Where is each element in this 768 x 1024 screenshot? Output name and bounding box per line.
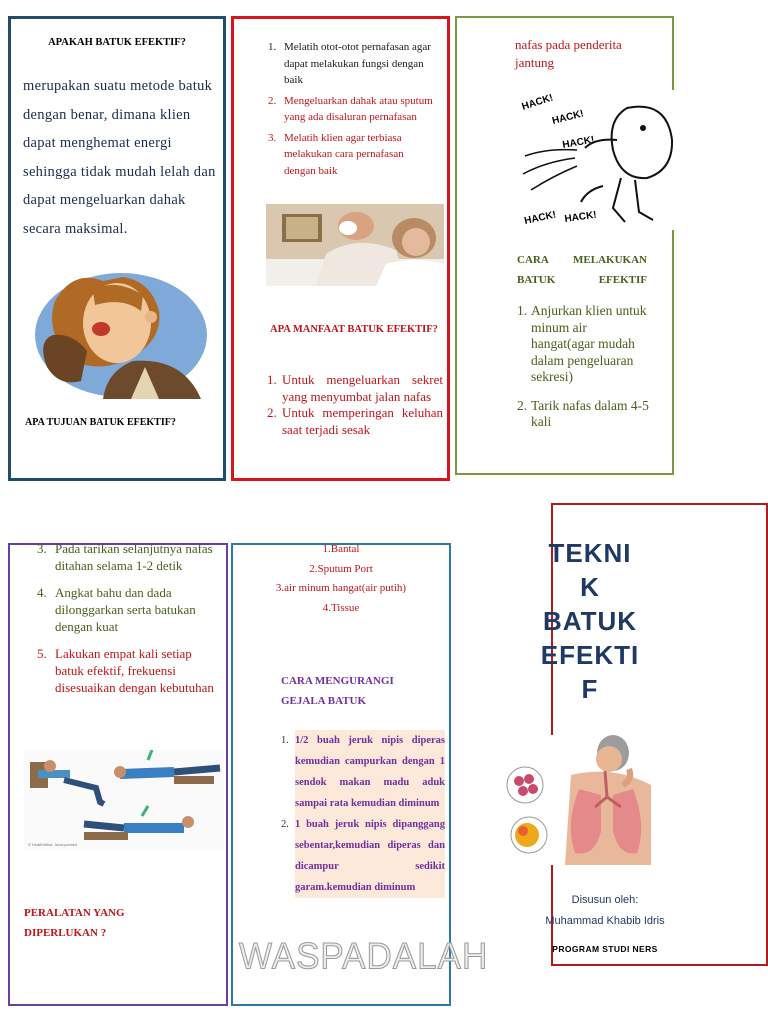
list-item: 5. Lakukan empat kali setiap batuk efektif, frekuensi disesuaikan dengan kebutuhan: [37, 646, 214, 695]
definition-text: merupakan suatu metode batuk dengan benar, dimana klien dapat menghemat energi sehingga tidak mudah lelah dan dapat mengeluarkan dahak secara maksimal.: [23, 78, 216, 237]
steps-continued-list: [37, 540, 217, 696]
panel-steps-continued: [8, 543, 228, 1006]
list-item: 2. Untuk memperingan keluhan saat terjadi sesak: [267, 405, 443, 437]
list-item: 2. Tarik nafas dalam 4-5 kali: [517, 397, 649, 429]
panel-purpose-and-benefit: [231, 16, 450, 481]
cover-title: [520, 536, 660, 706]
hack-word: HACK!: [561, 134, 596, 151]
program-name: PROGRAM STUDI NERS: [552, 944, 658, 954]
hack-word: HACK!: [563, 209, 598, 225]
cover-title-line: F: [581, 674, 599, 704]
list-item: 4.Tissue: [322, 601, 360, 614]
hack-word: HACK!: [523, 209, 558, 227]
list-item: 4. Angkat bahu dan dada dilonggarkan serta batukan dengan kuat: [37, 585, 196, 634]
list-item: 2. Mengeluarkan dahak atau sputum yang ada disaluran pernafasan: [268, 94, 433, 123]
cover-title-line: BATUK: [542, 606, 638, 636]
hack-word: HACK!: [520, 92, 555, 113]
peralatan-heading-text: PERALATAN YANG DIPERLUKAN ?: [24, 907, 125, 939]
purpose-list: [268, 39, 434, 179]
list-item: 3.air minum hangat(air putih): [275, 582, 407, 594]
heading-peralatan: [24, 903, 144, 943]
cover-title-line: EFEKTI: [540, 640, 640, 670]
panel-equipment-and-remedies: [231, 543, 489, 1006]
heading-apa-manfaat: APA MANFAAT BATUK EFEKTIF?: [270, 324, 438, 335]
heading-apakah: APAKAH BATUK EFEKTIF?: [48, 37, 186, 48]
panel-how-to: [455, 16, 674, 475]
author-label: Disusun oleh:: [571, 894, 639, 906]
cover-title-line: K: [580, 572, 600, 602]
steps-list: [517, 303, 652, 431]
cough-positions-photo: [24, 750, 224, 855]
author-block: [505, 890, 705, 932]
list-item: 2. 1 buah jeruk nipis dipanggang sebentar,kemudian diperas dan dicampur sedikit garam.kemudian diminum: [295, 814, 445, 898]
heading-cara-melakukan: CARA MELAKUKAN BATUK EFEKTIF: [517, 254, 647, 286]
continued-text: nafas pada penderita jantung: [515, 37, 622, 70]
list-item: 3. Melatih klien agar terbiasa melakukan cara pernafasan dengan baik: [268, 131, 404, 177]
author-name: Muhammad Khabib Idris: [545, 915, 665, 927]
photo-caption: © HealthWise, Incorporated: [28, 842, 78, 847]
list-item: 1. Anjurkan klien untuk minum air hangat(agar mudah dalam pengeluaran sekresi): [517, 303, 647, 384]
hack-word: HACK!: [551, 108, 585, 127]
lungs-anatomy-illustration: [505, 735, 655, 870]
heading-apa-tujuan: APA TUJUAN BATUK EFEKTIF?: [25, 417, 176, 428]
equipment-list: [233, 540, 449, 618]
cover-title-line: TEKNI: [548, 538, 632, 568]
list-item: 1. 1/2 buah jeruk nipis diperas kemudian campurkan dengan 1 sendok makan madu aduk sampai rata kemudian diminum: [295, 730, 445, 814]
sick-patient-photo: [266, 204, 444, 291]
list-item: 1. Untuk mengeluarkan sekret yang menyumbat jalan nafas: [267, 372, 443, 404]
list-item: 1. Melatih otot-otot pernafasan agar dapat melakukan fungsi dengan baik: [268, 41, 431, 86]
coughing-cartoon: [517, 90, 675, 235]
panel-what-is-effective-cough: [8, 16, 226, 481]
list-item: 3. Pada tarikan selanjutnya nafas ditahan selama 1-2 detik: [37, 541, 213, 573]
remedies-list: [281, 730, 445, 898]
benefit-list: [267, 372, 443, 438]
list-item: 1.Bantal: [322, 543, 360, 555]
coughing-woman-illustration: [33, 271, 208, 404]
heading-cara-mengurangi: CARA MENGURANGI GEJALA BATUK: [281, 675, 394, 707]
waspadalah-word: WASPADALAH: [239, 936, 489, 977]
list-item: 2.Sputum Port: [309, 562, 373, 575]
